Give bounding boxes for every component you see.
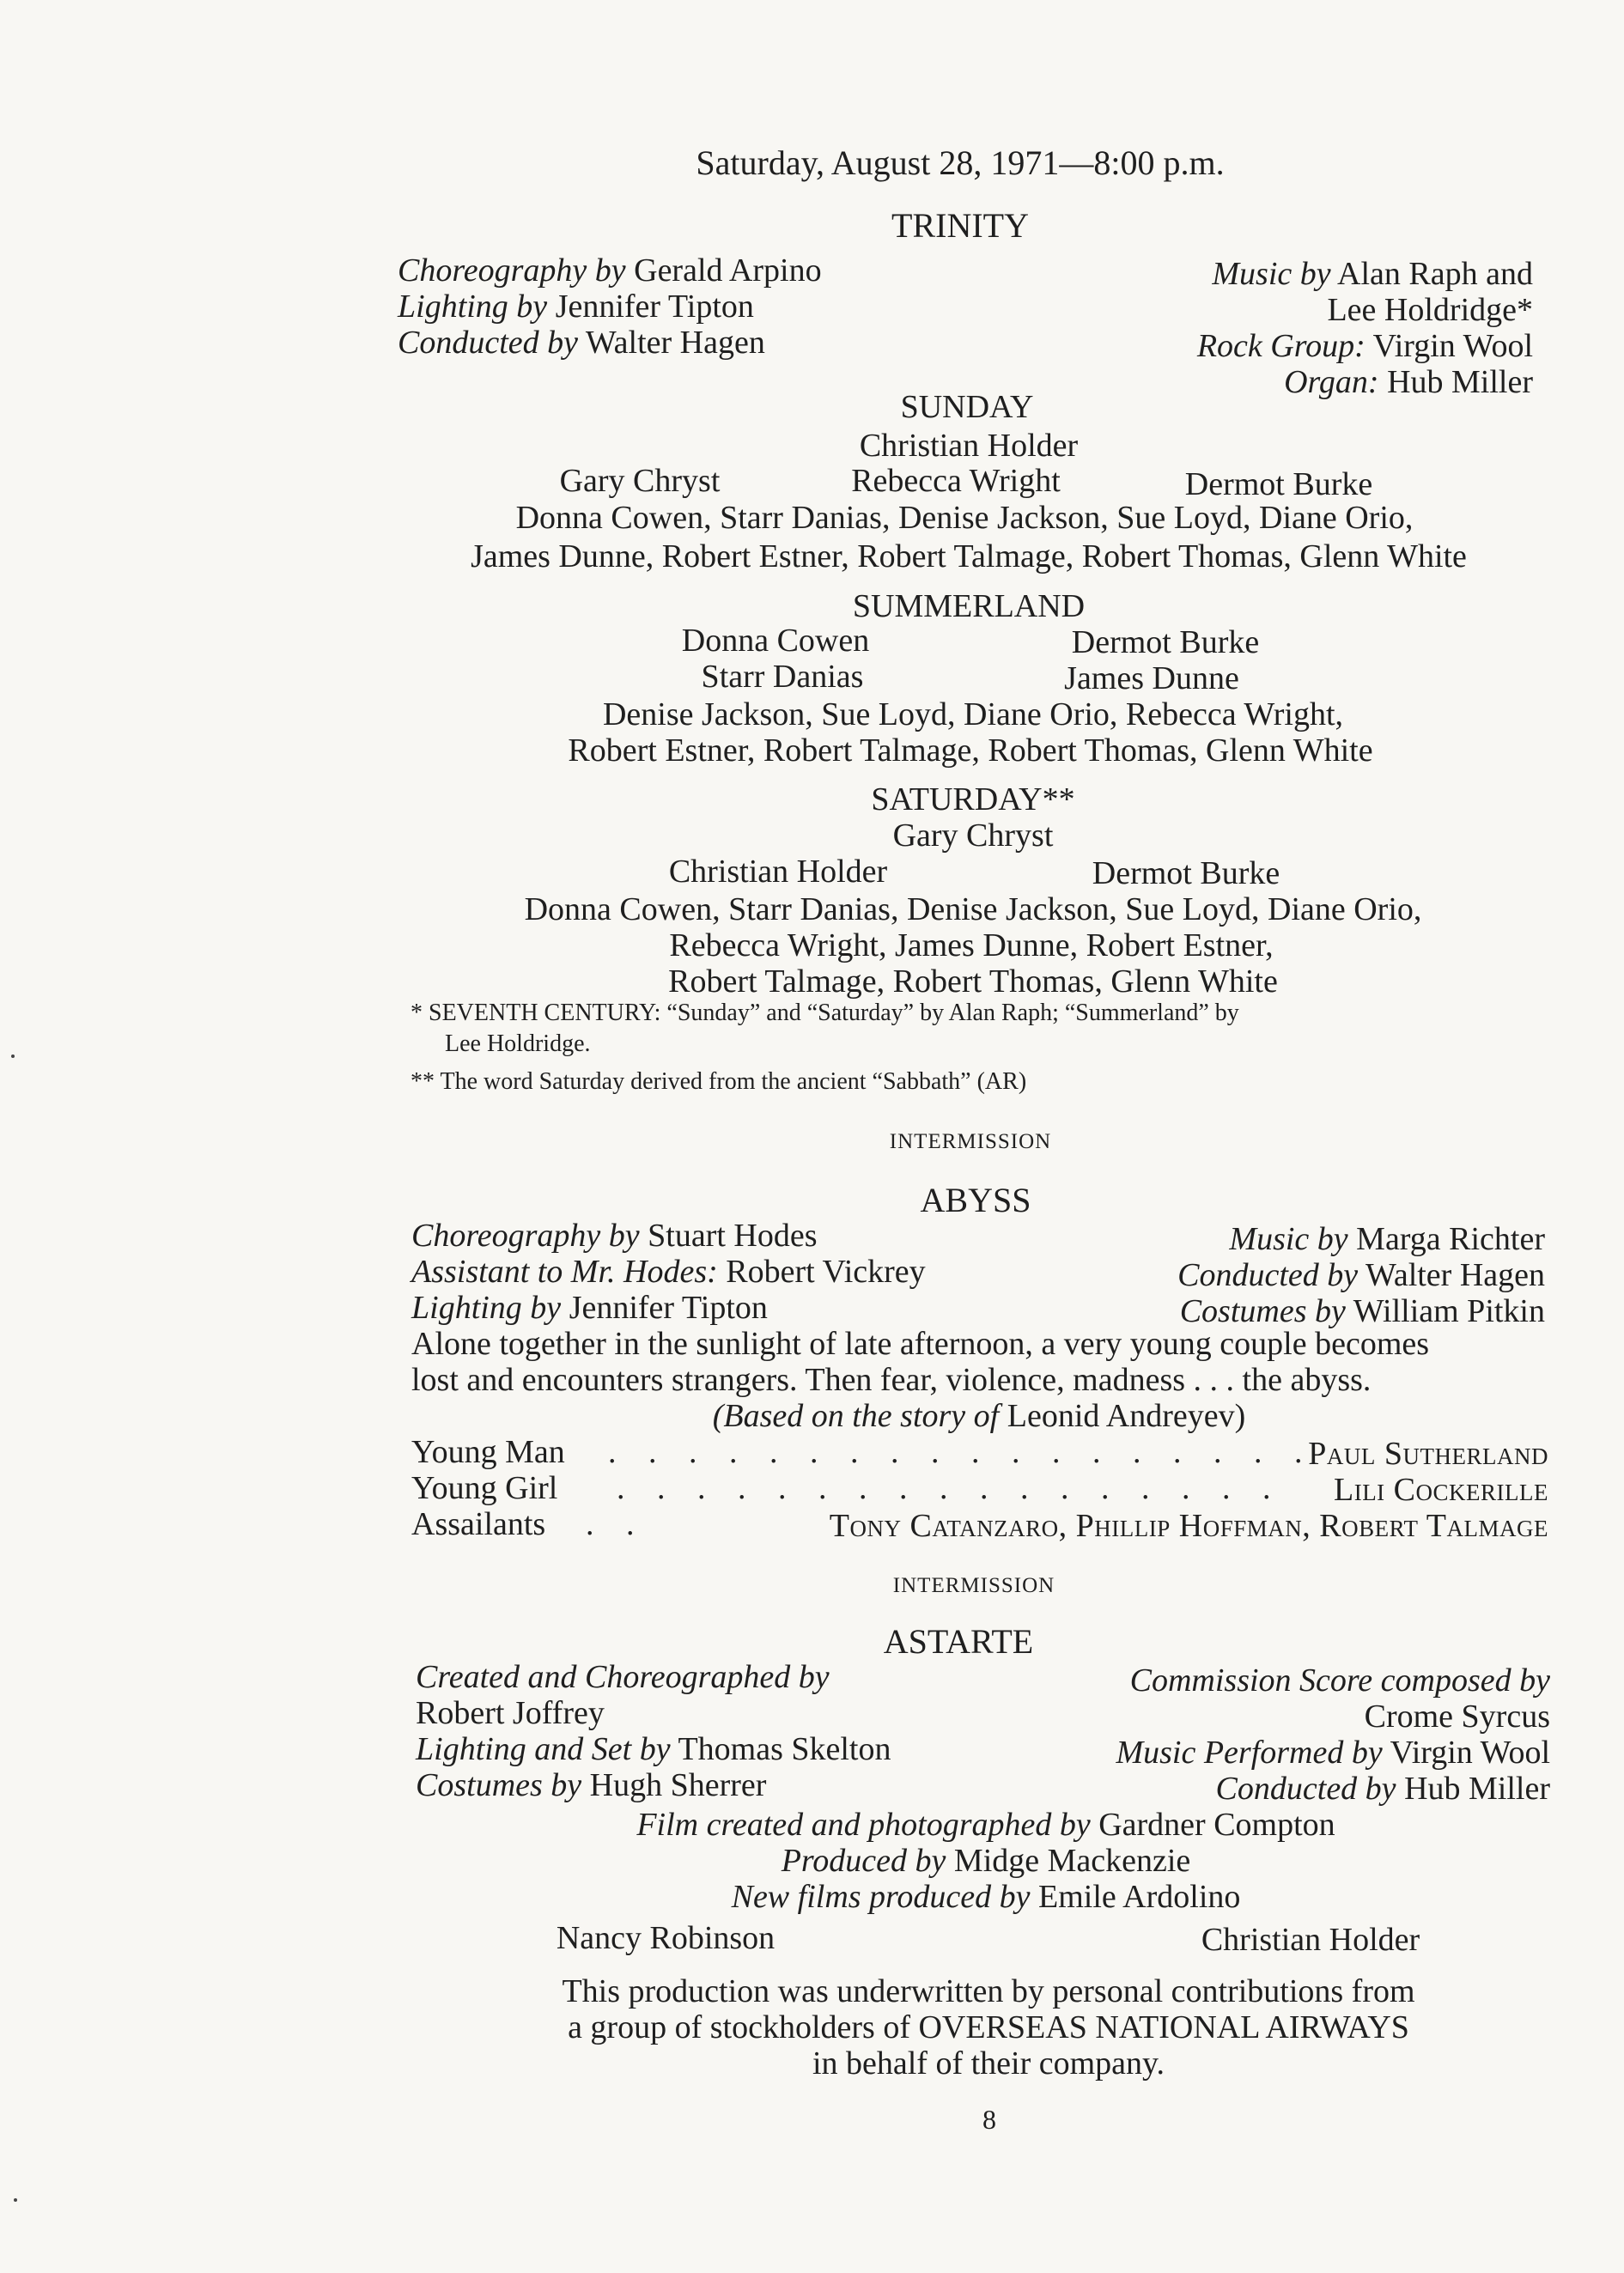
ballet-title-trinity: TRINITY [891,206,1029,245]
trinity-credit-lighting: Lighting by Jennifer Tipton [398,289,754,325]
astarte-credit-score-role: Commission Score composed by [1129,1662,1550,1699]
astarte-credit-performers: Music Performed by Virgin Wool [1116,1735,1550,1771]
saturday-ensemble-line: Donna Cowen, Starr Danias, Denise Jackson, Sue Loyd, Diane Orio, [524,891,1422,927]
astarte-new-films-credit: New films produced by Emile Ardolino [731,1879,1241,1915]
saturday-lead-dancer: Gary Chryst [892,817,1054,854]
astarte-film-credit: Film created and photographed by Gardner Compton [636,1807,1335,1843]
cast-role: Young Girl [411,1470,558,1506]
leader-dots: . . . . . . . . . . . . . . . . . [617,1470,1283,1506]
intermission-label: INTERMISSION [892,1574,1055,1597]
performance-date: Saturday, August 28, 1971—8:00 p.m. [696,143,1225,182]
abyss-synopsis-line: Alone together in the sunlight of late afternoon, a very young couple becomes [411,1326,1430,1362]
astarte-credit-lighting: Lighting and Set by Thomas Skelton [416,1731,891,1767]
cast-performer: Tony Catanzaro, Phillip Hoffman, Robert Talmage [829,1508,1548,1544]
cast-role: Assailants [411,1506,546,1542]
abyss-credit-music: Music by Marga Richter [1229,1221,1545,1257]
trinity-credit-choreography: Choreography by Gerald Arpino [398,252,822,289]
ballet-title-abyss: ABYSS [920,1181,1031,1219]
underwriting-line: in behalf of their company. [812,2045,1165,2082]
summerland-dancer: Dermot Burke [1071,624,1260,660]
abyss-synopsis-line: lost and encounters strangers. Then fear, violence, madness . . . the abyss. [411,1362,1372,1398]
sunday-ensemble-line: James Dunne, Robert Estner, Robert Talmage, Robert Thomas, Glenn White [471,538,1467,574]
underwriting-line: This production was underwritten by personal contributions from [562,1973,1415,2009]
summerland-ensemble-line: Denise Jackson, Sue Loyd, Diane Orio, Rebecca Wright, [602,696,1344,732]
saturday-ensemble-line: Rebecca Wright, James Dunne, Robert Estner, [669,927,1274,963]
trinity-credit-organ: Organ: Hub Miller [1284,364,1533,400]
astarte-credit-costumes: Costumes by Hugh Sherrer [416,1767,767,1803]
trinity-credit-rock-group: Rock Group: Virgin Wool [1196,328,1533,364]
saturday-dancer: Dermot Burke [1092,855,1280,891]
footnote-music-source-cont: Lee Holdridge. [445,1030,591,1057]
trinity-credit-conductor: Conducted by Walter Hagen [398,325,765,361]
saturday-ensemble-line: Robert Talmage, Robert Thomas, Glenn White [668,963,1278,1000]
summerland-dancer: Starr Danias [701,659,864,695]
footnote-saturday: ** The word Saturday derived from the ancient “Sabbath” (AR) [411,1068,1027,1095]
paper-speck [11,1054,15,1058]
summerland-ensemble-line: Robert Estner, Robert Talmage, Robert Thomas, Glenn White [568,732,1373,769]
trinity-credit-music-cont: Lee Holdridge* [1327,292,1533,328]
sunday-ensemble-line: Donna Cowen, Starr Danias, Denise Jackson, Sue Loyd, Diane Orio, [515,500,1414,536]
astarte-dancer: Nancy Robinson [556,1920,776,1956]
section-heading-summerland: SUMMERLAND [852,588,1086,624]
saturday-dancer: Christian Holder [668,854,888,890]
ballet-title-astarte: ASTARTE [883,1622,1034,1661]
cast-performer: Lili Cockerille [1333,1472,1548,1508]
summerland-dancer: Donna Cowen [681,623,870,659]
leader-dots: . . . . . . . . . . . . . . . . . . [608,1434,1315,1470]
intermission-label: INTERMISSION [889,1130,1052,1153]
sunday-lead-dancer: Christian Holder [859,428,1079,464]
sunday-dancer: Rebecca Wright [851,463,1061,499]
sunday-dancer: Gary Chryst [559,463,721,499]
leader-dots: . . [586,1506,647,1542]
astarte-credit-creator-name: Robert Joffrey [416,1695,605,1731]
cast-role: Young Man [411,1434,565,1470]
abyss-source-credit: (Based on the story of Leonid Andreyev) [712,1398,1246,1434]
abyss-credit-costumes: Costumes by William Pitkin [1179,1293,1545,1329]
astarte-credit-conductor: Conducted by Hub Miller [1215,1771,1550,1807]
section-heading-saturday: SATURDAY** [871,781,1075,817]
footnote-music-source: * SEVENTH CENTURY: “Sunday” and “Saturday” by Alan Raph; “Summerland” by [411,1000,1239,1026]
astarte-dancer: Christian Holder [1201,1922,1420,1958]
abyss-credit-conductor: Conducted by Walter Hagen [1177,1257,1545,1293]
page-number: 8 [982,2104,996,2135]
astarte-producer-credit: Produced by Midge Mackenzie [781,1843,1191,1879]
abyss-credit-lighting: Lighting by Jennifer Tipton [411,1290,768,1326]
astarte-credit-creator-role: Created and Choreographed by [416,1659,830,1695]
astarte-credit-score-name: Crome Syrcus [1364,1699,1550,1735]
summerland-dancer: James Dunne [1064,660,1239,696]
abyss-credit-assistant: Assistant to Mr. Hodes: Robert Vickrey [411,1254,926,1290]
cast-performer: Paul Sutherland [1308,1436,1548,1472]
section-heading-sunday: SUNDAY [900,389,1034,425]
sunday-dancer: Dermot Burke [1184,466,1373,502]
abyss-credit-choreography: Choreography by Stuart Hodes [411,1218,818,1254]
trinity-credit-music: Music by Alan Raph and [1212,256,1533,292]
paper-speck [14,2198,17,2202]
underwriting-line: a group of stockholders of OVERSEAS NATIONAL AIRWAYS [568,2009,1409,2045]
